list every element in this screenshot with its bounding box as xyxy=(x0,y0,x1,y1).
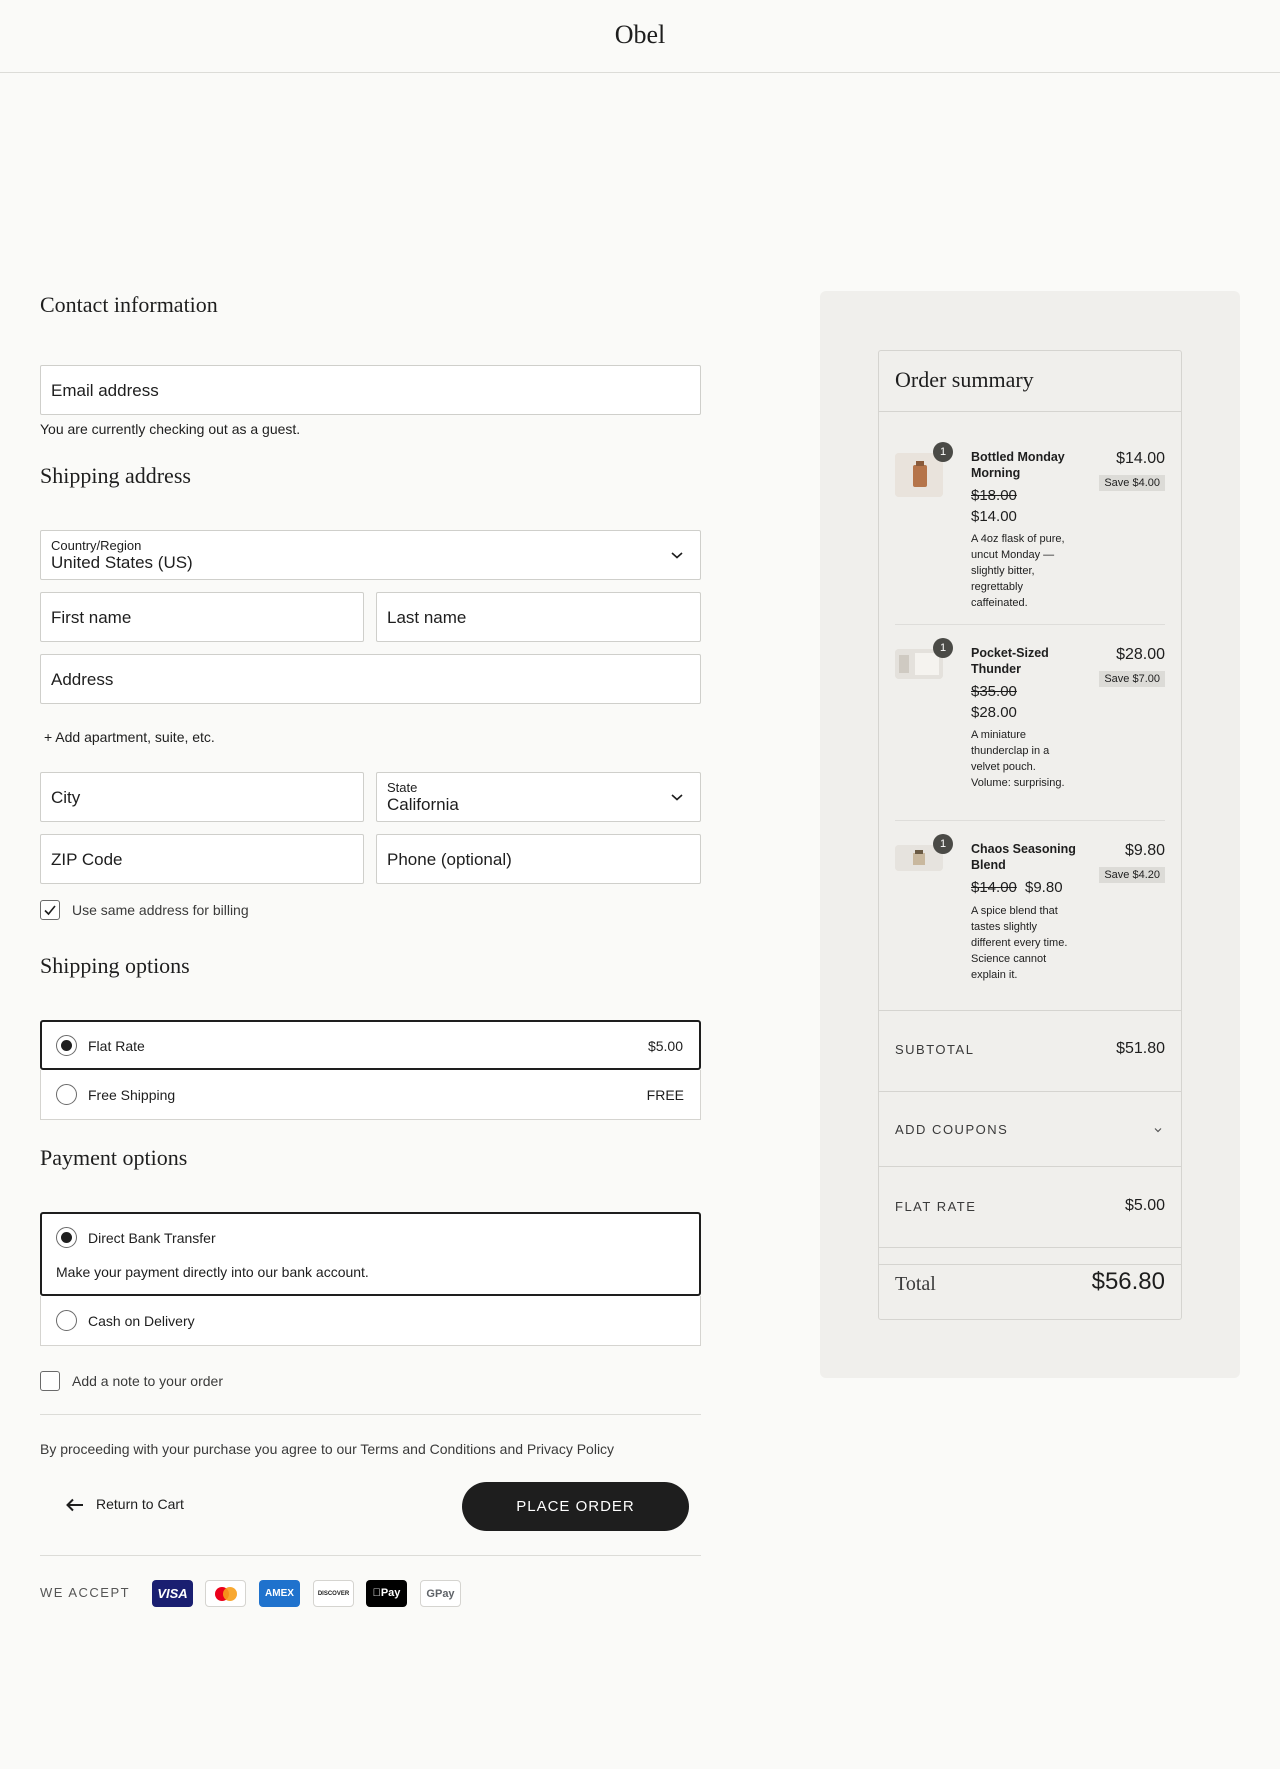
flat-rate-price: $5.00 xyxy=(647,1038,683,1054)
visa-icon: VISA xyxy=(152,1580,193,1607)
bank-transfer-label: Direct Bank Transfer xyxy=(88,1230,216,1246)
order-summary-heading: Order summary xyxy=(895,367,1034,392)
first-name-field[interactable] xyxy=(40,592,364,642)
subtotal-label: SUBTOTAL xyxy=(895,1042,975,1057)
add-apartment-link[interactable]: + Add apartment, suite, etc. xyxy=(44,729,215,745)
item-line-total: $28.00 xyxy=(1116,646,1165,663)
order-note-label: Add a note to your order xyxy=(72,1373,223,1389)
brand-logo[interactable]: Obel xyxy=(614,20,666,49)
state-select[interactable] xyxy=(376,772,701,822)
divider xyxy=(40,1555,701,1556)
billing-same-checkbox[interactable] xyxy=(40,900,60,920)
item-price: $14.00 xyxy=(971,508,1017,525)
item-save-badge: Save $7.00 xyxy=(1099,671,1165,687)
shipping-option-free-shipping[interactable] xyxy=(40,1070,701,1120)
item-description: A 4oz flask of pure, uncut Monday — slightly bitter, regrettably caffeinated. xyxy=(971,533,1065,609)
flat-rate-radio[interactable] xyxy=(56,1035,77,1056)
cash-on-delivery-radio[interactable] xyxy=(56,1310,77,1331)
item-description: A miniature thunderclap in a velvet pouch. Volume: surprising. xyxy=(971,729,1065,789)
country-select[interactable] xyxy=(40,530,701,580)
order-note-checkbox[interactable] xyxy=(40,1371,60,1391)
terms-text: By proceeding with your purchase you agree to our Terms and Conditions and Privacy Policy xyxy=(40,1441,615,1457)
subtotal-value: $51.80 xyxy=(1116,1040,1165,1057)
cash-on-delivery-label: Cash on Delivery xyxy=(88,1313,195,1329)
item-price: $9.80 xyxy=(1025,879,1063,896)
last-name-placeholder: Last name xyxy=(387,608,467,627)
address-placeholder: Address xyxy=(51,670,114,689)
item-save-badge: Save $4.20 xyxy=(1099,867,1165,883)
check-icon xyxy=(43,903,57,917)
zip-placeholder: ZIP Code xyxy=(51,850,123,869)
shipping-options-heading: Shipping options xyxy=(40,953,190,978)
shipping-option-flat-rate[interactable] xyxy=(40,1020,701,1070)
email-field[interactable] xyxy=(40,365,701,415)
shipping-address-heading: Shipping address xyxy=(40,463,191,488)
billing-same-label: Use same address for billing xyxy=(72,902,249,918)
item-line-total: $9.80 xyxy=(1124,842,1165,859)
chevron-down-icon xyxy=(670,548,684,562)
cart-item xyxy=(895,635,1165,815)
shipping-cost-value: $5.00 xyxy=(1124,1197,1165,1214)
item-original-price: $14.00 xyxy=(971,879,1017,896)
return-to-cart-link[interactable] xyxy=(66,1496,184,1512)
place-order-button[interactable]: PLACE ORDER xyxy=(462,1482,689,1531)
item-name[interactable]: Bottled Monday Morning xyxy=(971,450,1065,480)
item-name[interactable]: Pocket-Sized Thunder xyxy=(971,646,1049,676)
address-field[interactable] xyxy=(40,654,701,704)
contact-heading: Contact information xyxy=(40,292,218,317)
item-save-badge: Save $4.00 xyxy=(1099,475,1165,491)
payment-option-cash-on-delivery[interactable] xyxy=(40,1296,701,1346)
last-name-field[interactable] xyxy=(376,592,701,642)
mastercard-icon xyxy=(205,1580,246,1607)
total-label: Total xyxy=(895,1273,936,1295)
chevron-down-icon xyxy=(670,790,684,804)
divider xyxy=(895,624,1165,625)
amex-icon: AMEX xyxy=(259,1580,300,1607)
add-coupons-toggle[interactable] xyxy=(879,1092,1181,1166)
google-pay-icon: GPay xyxy=(420,1580,461,1607)
chevron-down-icon xyxy=(1153,1126,1163,1134)
phone-placeholder: Phone (optional) xyxy=(387,850,512,869)
free-shipping-price: FREE xyxy=(646,1087,684,1103)
item-description: A spice blend that tastes slightly different every time. Science cannot explain it. xyxy=(971,905,1068,981)
return-to-cart-label: Return to Cart xyxy=(96,1496,184,1512)
we-accept-label: WE ACCEPT xyxy=(40,1585,131,1600)
divider xyxy=(879,1247,1181,1248)
cart-item xyxy=(895,439,1165,619)
item-original-price: $18.00 xyxy=(971,487,1017,504)
item-line-total: $14.00 xyxy=(1116,450,1165,467)
bank-transfer-description: Make your payment directly into our bank account. xyxy=(56,1264,369,1280)
quantity-badge: 1 xyxy=(933,834,953,854)
divider xyxy=(879,1264,1181,1265)
quantity-badge: 1 xyxy=(933,442,953,462)
first-name-placeholder: First name xyxy=(51,608,132,627)
free-shipping-label: Free Shipping xyxy=(88,1087,176,1103)
item-name[interactable]: Chaos Seasoning Blend xyxy=(971,842,1076,872)
order-summary-card xyxy=(878,350,1182,1320)
state-value: California xyxy=(387,795,459,814)
discover-icon: DISCOVER xyxy=(313,1580,354,1607)
free-shipping-radio[interactable] xyxy=(56,1084,77,1105)
item-original-price: $35.00 xyxy=(971,683,1017,700)
zip-field[interactable] xyxy=(40,834,364,884)
divider xyxy=(879,1166,1181,1167)
bank-transfer-radio[interactable] xyxy=(56,1227,77,1248)
site-header xyxy=(0,0,1280,73)
guest-note: You are currently checking out as a guest. xyxy=(40,421,301,437)
arrow-left-icon xyxy=(66,1498,84,1512)
divider xyxy=(879,411,1181,412)
item-price: $28.00 xyxy=(971,704,1017,721)
payment-option-bank-transfer[interactable] xyxy=(40,1212,701,1296)
total-value: $56.80 xyxy=(1091,1268,1165,1295)
divider xyxy=(40,1414,701,1415)
quantity-badge: 1 xyxy=(933,638,953,658)
state-label: State xyxy=(387,780,418,795)
payment-options-heading: Payment options xyxy=(40,1145,188,1170)
cart-item xyxy=(895,831,1165,1011)
divider xyxy=(879,1010,1181,1011)
country-value: United States (US) xyxy=(51,553,193,572)
add-coupons-label: ADD COUPONS xyxy=(895,1122,1009,1137)
email-placeholder: Email address xyxy=(51,381,159,400)
apple-pay-icon: Pay xyxy=(366,1580,407,1607)
city-placeholder: City xyxy=(51,788,81,807)
shipping-method-label: FLAT RATE xyxy=(895,1199,977,1214)
phone-field[interactable] xyxy=(376,834,701,884)
flat-rate-label: Flat Rate xyxy=(88,1038,145,1054)
country-label: Country/Region xyxy=(51,538,142,553)
divider xyxy=(895,820,1165,821)
city-field[interactable] xyxy=(40,772,364,822)
